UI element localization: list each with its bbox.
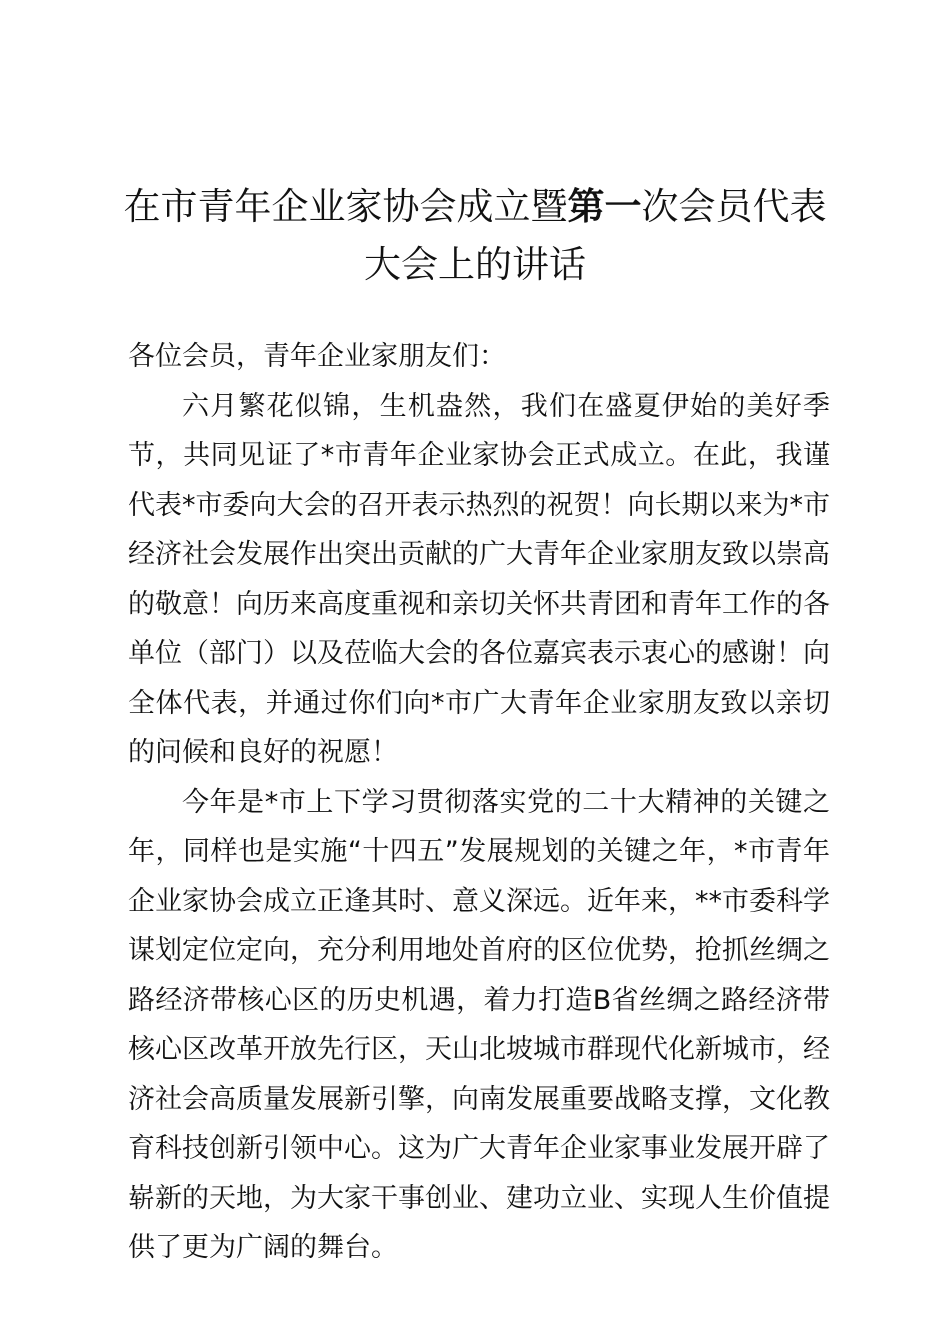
salutation: 各位会员，青年企业家朋友们： — [128, 341, 506, 372]
title-text-bold: 第一 — [567, 185, 642, 228]
title-text-end: 次会员代表大会上的讲话 — [364, 185, 827, 286]
document-title — [110, 178, 840, 294]
paragraph-1: 六月繁花似锦，生机盎然，我们在盛夏伊始的美好季节，共同见证了*市青年企业家协会正式成立。在此，我谨代表*市委向大会的召开表示热烈的祝贺！向长期以来为*市经济社会发展作出突出贡献的广大青年企业家朋友致以崇高的敬意！向历来高度重视和亲切关怀共青团和青年工作的各单位（部门）以及莅临大会的各位嘉宾表示衷心的感谢！向全体代表，并通过你们向*市广大青年企业家朋友致以亲切的问候和良好的祝愿！ — [128, 390, 830, 768]
paragraph-2: 今年是*市上下学习贯彻落实党的二十大精神的关键之年，同样也是实施“十四五”发展规划的关键之年，*市青年企业家协会成立正逢其时、意义深远。近年来，**市委科学谋划定位定向，充分利用地处首府的区位优势，抢抓丝绸之路经济带核心区的历史机遇，着力打造B省丝绸之路经济带核心区改革开放先行区，天山北坡城市群现代化新城市，经济社会高质量发展新引擎，向南发展重要战略支撑，文化教育科技创新引领中心。这为广大青年企业家事业发展开辟了崭新的天地，为大家干事创业、建功立业、实现人生价值提供了更为广阔的舞台。 — [128, 786, 830, 1263]
document-body — [128, 332, 830, 1273]
title-text-start: 在市青年企业家协会成立暨 — [123, 185, 568, 228]
